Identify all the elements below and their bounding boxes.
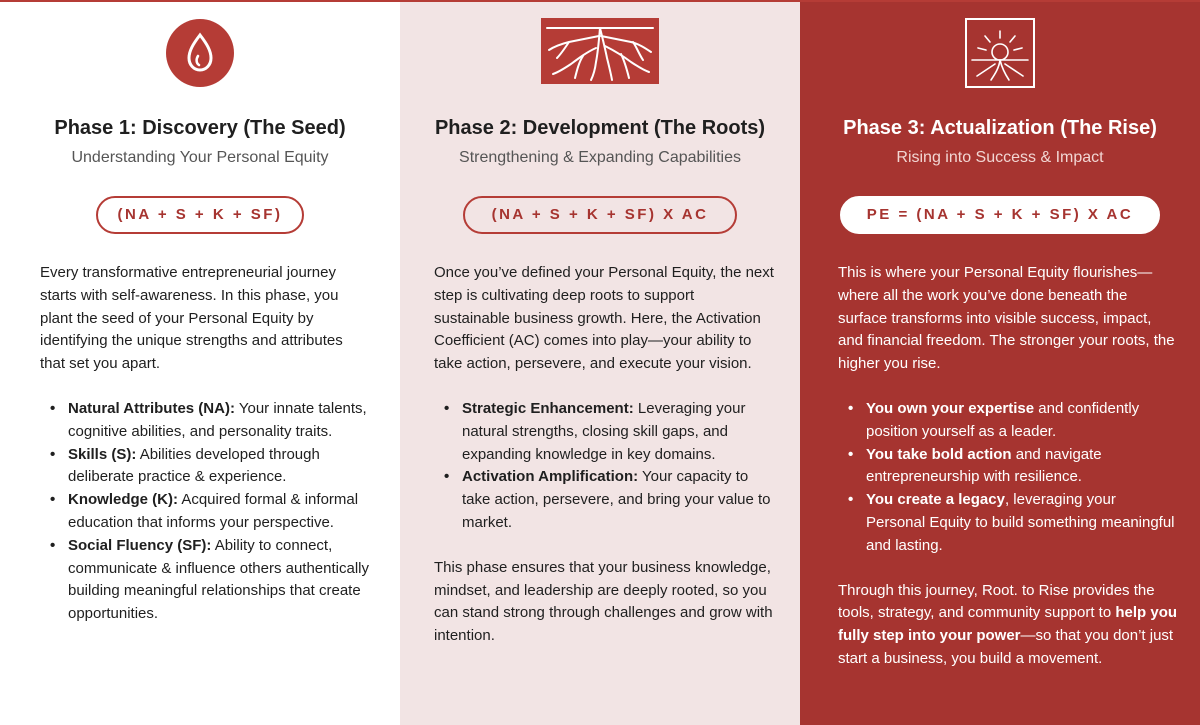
list-item: • You create a legacy, leveraging your Personal Equity to build something meaningful and lasting.: [838, 489, 1178, 557]
phase-3-column: [800, 0, 1200, 725]
list-item: • Activation Amplification: Your capacity to take action, persevere, and bring your value to market.: [434, 466, 774, 534]
phase-1-intro: Every transformative entrepreneurial journey starts with self-awareness. In this phase, you plant the seed of your Personal Equity by identifying the unique strengths and attributes that set you apart.: [40, 264, 343, 373]
list-item: • You take bold action and navigate entrepreneurship with resilience.: [838, 444, 1178, 490]
phase-3-formula: PE = (NA + S + K + SF) X AC: [840, 196, 1160, 234]
phase-2-intro: Once you’ve defined your Personal Equity, the next step is cultivating deep roots to support sustainable business growth. Here, the Activation Coefficient (AC) comes into play—your ability to take action, persevere, and execute your vision.: [434, 264, 774, 373]
sunrise-icon: [965, 18, 1035, 88]
phase-3-intro: This is where your Personal Equity flourishes—where all the work you’ve done beneath the surface transforms into visible success, impact, and financial freedom. The stronger your roots, the higher you rise.: [838, 264, 1175, 373]
phase-3-title: Phase 3: Actualization (The Rise): [843, 117, 1157, 139]
phase-2-body: [434, 262, 774, 648]
list-item: • Strategic Enhancement: Leveraging your natural strengths, closing skill gaps, and expanding knowledge in key domains.: [434, 398, 774, 466]
phase-1-column: [0, 0, 400, 725]
phase-3-outro: Through this journey, Root. to Rise provides the tools, strategy, and community support to help you fully step into your power—so that you don’t just start a business, you build a movement.: [838, 581, 1178, 667]
seed-icon: [165, 18, 235, 88]
list-item: • You own your expertise and confidently position yourself as a leader.: [838, 398, 1178, 444]
phase-3-body: [838, 262, 1178, 671]
phase-3-subtitle: Rising into Success & Impact: [896, 149, 1104, 166]
phase-2-formula: (NA + S + K + SF) X AC: [463, 196, 737, 234]
phase-1-formula: (NA + S + K + SF): [96, 196, 304, 234]
phase-1-list: [40, 398, 370, 626]
phase-1-body: [40, 262, 370, 626]
list-item: • Natural Attributes (NA): Your innate talents, cognitive abilities, and personality traits.: [40, 398, 370, 444]
phase-1-subtitle: Understanding Your Personal Equity: [71, 149, 329, 166]
top-accent-line: [0, 0, 1200, 2]
phase-1-title: Phase 1: Discovery (The Seed): [54, 117, 346, 139]
phase-2-column: [400, 0, 800, 725]
list-item: • Knowledge (K): Acquired formal & informal education that informs your perspective.: [40, 489, 370, 535]
phase-2-title: Phase 2: Development (The Roots): [434, 117, 766, 139]
list-item: • Skills (S): Abilities developed through deliberate practice & experience.: [40, 444, 370, 490]
phase-2-list: [434, 398, 774, 535]
phase-3-list: [838, 398, 1178, 558]
phase-2-subtitle: Strengthening & Expanding Capabilities: [459, 149, 741, 166]
roots-icon: [541, 18, 659, 84]
phase-2-outro: This phase ensures that your business knowledge, mindset, and leadership are deeply rooted, so you can stand strong through challenges and grow with intention.: [434, 558, 773, 645]
list-item: • Social Fluency (SF): Ability to connect, communicate & influence others authentically building meaningful relationships that create opportunities.: [40, 535, 370, 626]
